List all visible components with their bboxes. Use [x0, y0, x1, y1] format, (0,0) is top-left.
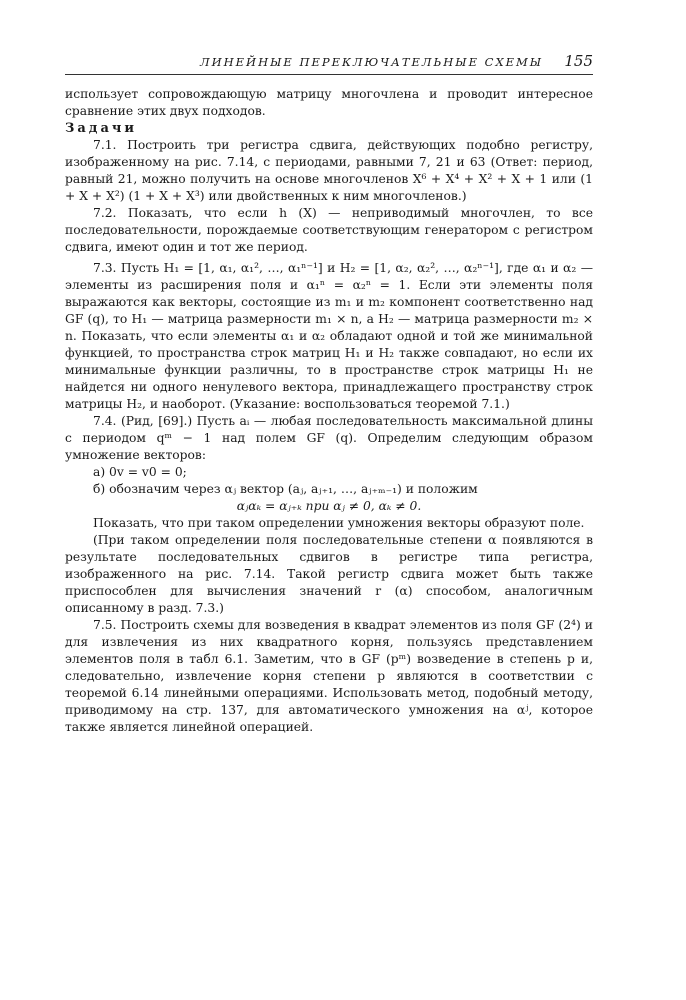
problem-7-2: 7.2. Показать, что если h (X) — неприводимый многочлен, то все последовательности, порождаемые соответствующим генератором с регистром сдвига, имеют один и тот же период. — [65, 206, 593, 254]
problem-7-4-a: а) 0v = v0 = 0; — [93, 465, 187, 479]
problem-7-1: 7.1. Построить три регистра сдвига, действующих подобно регистру, изображенному на рис. 7.14, с периодами, равными 7, 21 и 63 (Ответ: период, равный 21, можно получить на основе многочленов X⁶ + X⁴ + X² + X + 1 или (1 + X + X²) (1 + X + X³) или двойственных к ним многочленов.) — [65, 138, 593, 203]
section-heading: Задачи — [65, 121, 138, 136]
running-header — [65, 52, 593, 75]
intro-paragraph: использует сопровождающую матрицу многочлена и проводит интересное сравнение этих двух подходов. — [65, 87, 593, 118]
problem-7-4: 7.4. (Рид, [69].) Пусть aᵢ — любая последовательность максимальной длины с периодом qᵐ − 1 над полем GF (q). Определим следующим образом умножение векторов: — [65, 414, 593, 462]
page-number: 155 — [564, 52, 593, 70]
page-body — [65, 86, 593, 736]
problem-7-4-note: (При таком определении поля последовательные степени α появляются в результате последовательных сдвигов в регистре типа регистра, изображенного на рис. 7.14. Такой регистр сдвига может быть также приспособлен для вычисления значений r (α) способом, аналогичным описанному в разд. 7.3.) — [65, 533, 593, 615]
multiplication-formula: αⱼαₖ = αⱼ₊ₖ при αⱼ ≠ 0, αₖ ≠ 0. — [236, 499, 422, 513]
problem-7-4-conclusion: Показать, что при таком определении умножения векторы образуют поле. — [93, 516, 585, 530]
problem-7-4-b: б) обозначим через αⱼ вектор (aⱼ, aⱼ₊₁, …, aⱼ₊ₘ₋₁) и положим — [93, 482, 478, 496]
problem-7-5: 7.5. Построить схемы для возведения в квадрат элементов из поля GF (2⁴) и для извлечения из них квадратного корня, пользуясь представлением элементов поля в табл 6.1. Заметим, что в GF (pᵐ) возведение в степень p и, следовательно, извлечение корня степени p являются в соответствии с теоремой 6.14 линейными операциями. Использовать метод, подобный методу, приводимому на стр. 137, для автоматического умножения на αʲ, которое также является линейной операцией. — [65, 618, 593, 734]
problem-7-3: 7.3. Пусть H₁ = [1, α₁, α₁², …, α₁ⁿ⁻¹] и H₂ = [1, α₂, α₂², …, α₂ⁿ⁻¹], где α₁ и α₂ — элементы из расширения поля и α₁ⁿ = α₂ⁿ = 1. Если эти элементы поля выражаются как векторы, состоящие из m₁ и m₂ компонент соответственно над GF (q), то H₁ — матрица размерности m₁ × n, а H₂ — матрица размерности m₂ × n. Показать, что если элементы α₁ и α₂ обладают одной и той же минимальной функцией, то пространства строк матриц H₁ и H₂ также совпадают, но если их минимальные функции различны, то в пространстве строк матрицы H₁ не найдется ни одного ненулевого вектора, принадлежащего пространству строк матрицы H₂, и наоборот. (Указание: воспользоваться теоремой 7.1.) — [65, 261, 593, 411]
running-title: ЛИНЕЙНЫЕ ПЕРЕКЛЮЧАТЕЛЬНЫЕ СХЕМЫ — [200, 55, 544, 69]
